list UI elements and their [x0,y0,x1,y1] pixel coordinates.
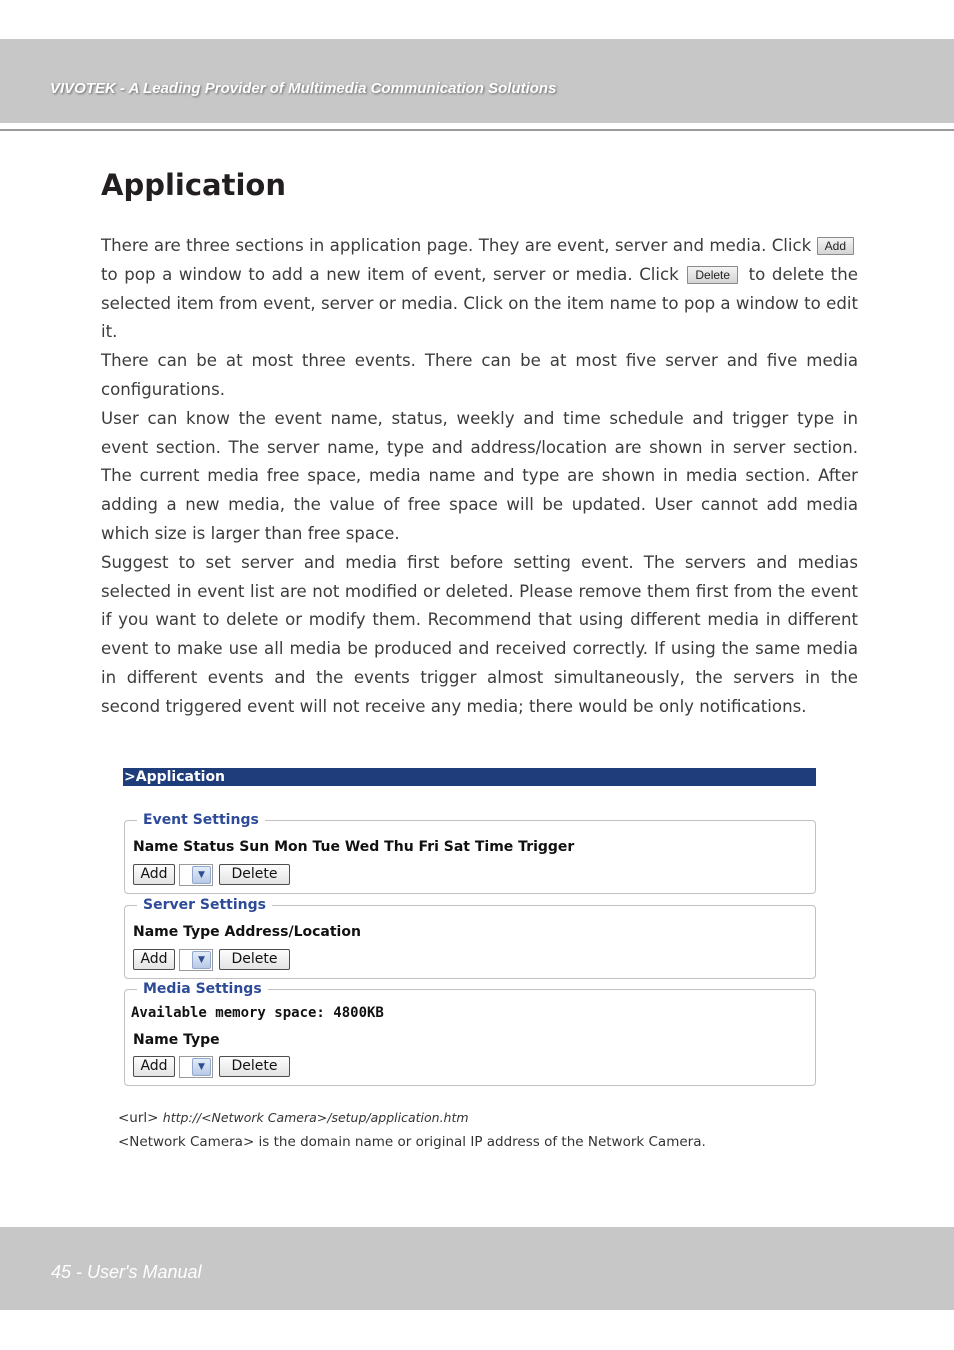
server-delete-button[interactable]: Delete [219,949,290,970]
media-add-button[interactable]: Add [133,1056,175,1077]
media-columns-header: Name Type [133,1032,220,1048]
server-add-button[interactable]: Add [133,949,175,970]
chevron-down-icon[interactable]: ▼ [192,951,211,969]
event-delete-button[interactable]: Delete [219,864,290,885]
intro-text-a: There are three sections in application page. They are event, server and media. Click [101,236,812,255]
event-columns-header: Name Status Sun Mon Tue Wed Thu Fri Sat Time Trigger [133,839,575,855]
chevron-down-icon[interactable]: ▼ [192,1058,211,1076]
paragraph-intro [101,232,858,347]
intro-text-c: to delete the selected item from event, server or media. Click on the item name to pop a window to edit it. [101,264,859,342]
delete-button-image: Delete [687,266,738,284]
media-settings-panel [124,981,816,1086]
media-settings-legend: Media Settings [137,981,268,997]
media-select[interactable] [179,1056,213,1078]
application-title-bar: >Application [123,768,816,786]
paragraph-sections: User can know the event name, status, weekly and time schedule and trigger type in event section. The server name, type and address/location are shown in server section. The current media free space, media name and type are shown in media section. After adding a new media, the value of free space will be updated. User cannot add media which size is larger than free space. [101,408,858,543]
url-value: http://<Network Camera>/setup/application.htm [162,1110,469,1125]
paragraph-suggestion: Suggest to set server and media first before setting event. The servers and medias selected in event list are not modified or deleted. Please remove them first from the event if you want to delete or modify them. Recommend that using different media in different event to make use all media be produced and received correctly. If using the same media in different events and the events trigger almost simultaneously, the servers in the second triggered event will not receive any media; there would be only notifications. [101,552,858,716]
url-label: <url> [118,1110,159,1126]
application-screenshot [122,766,818,1090]
header-tagline: VIVOTEK - A Leading Provider of Multimedia Communication Solutions [50,80,557,97]
server-select[interactable] [179,949,213,971]
event-select[interactable] [179,864,213,886]
page-title: Application [101,168,286,202]
network-camera-note: <Network Camera> is the domain name or original IP address of the Network Camera. [118,1134,706,1150]
server-settings-panel [124,897,816,979]
footer-page-label: 45 - User's Manual [51,1262,202,1282]
body-text [101,232,858,722]
chevron-down-icon[interactable]: ▼ [192,866,211,884]
paragraph-limits: There can be at most three events. There can be at most five server and five media configurations. [101,351,858,399]
media-delete-button[interactable]: Delete [219,1056,290,1077]
header-divider [0,129,954,131]
available-memory-label: Available memory space: 4800KB [131,1005,384,1021]
event-settings-panel [124,812,816,894]
add-button-image: Add [817,237,854,255]
event-add-button[interactable]: Add [133,864,175,885]
url-line [118,1110,469,1126]
event-settings-legend: Event Settings [137,812,265,828]
server-settings-legend: Server Settings [137,897,272,913]
intro-text-b: to pop a window to add a new item of event, server or media. Click [101,264,679,284]
server-columns-header: Name Type Address/Location [133,924,361,940]
